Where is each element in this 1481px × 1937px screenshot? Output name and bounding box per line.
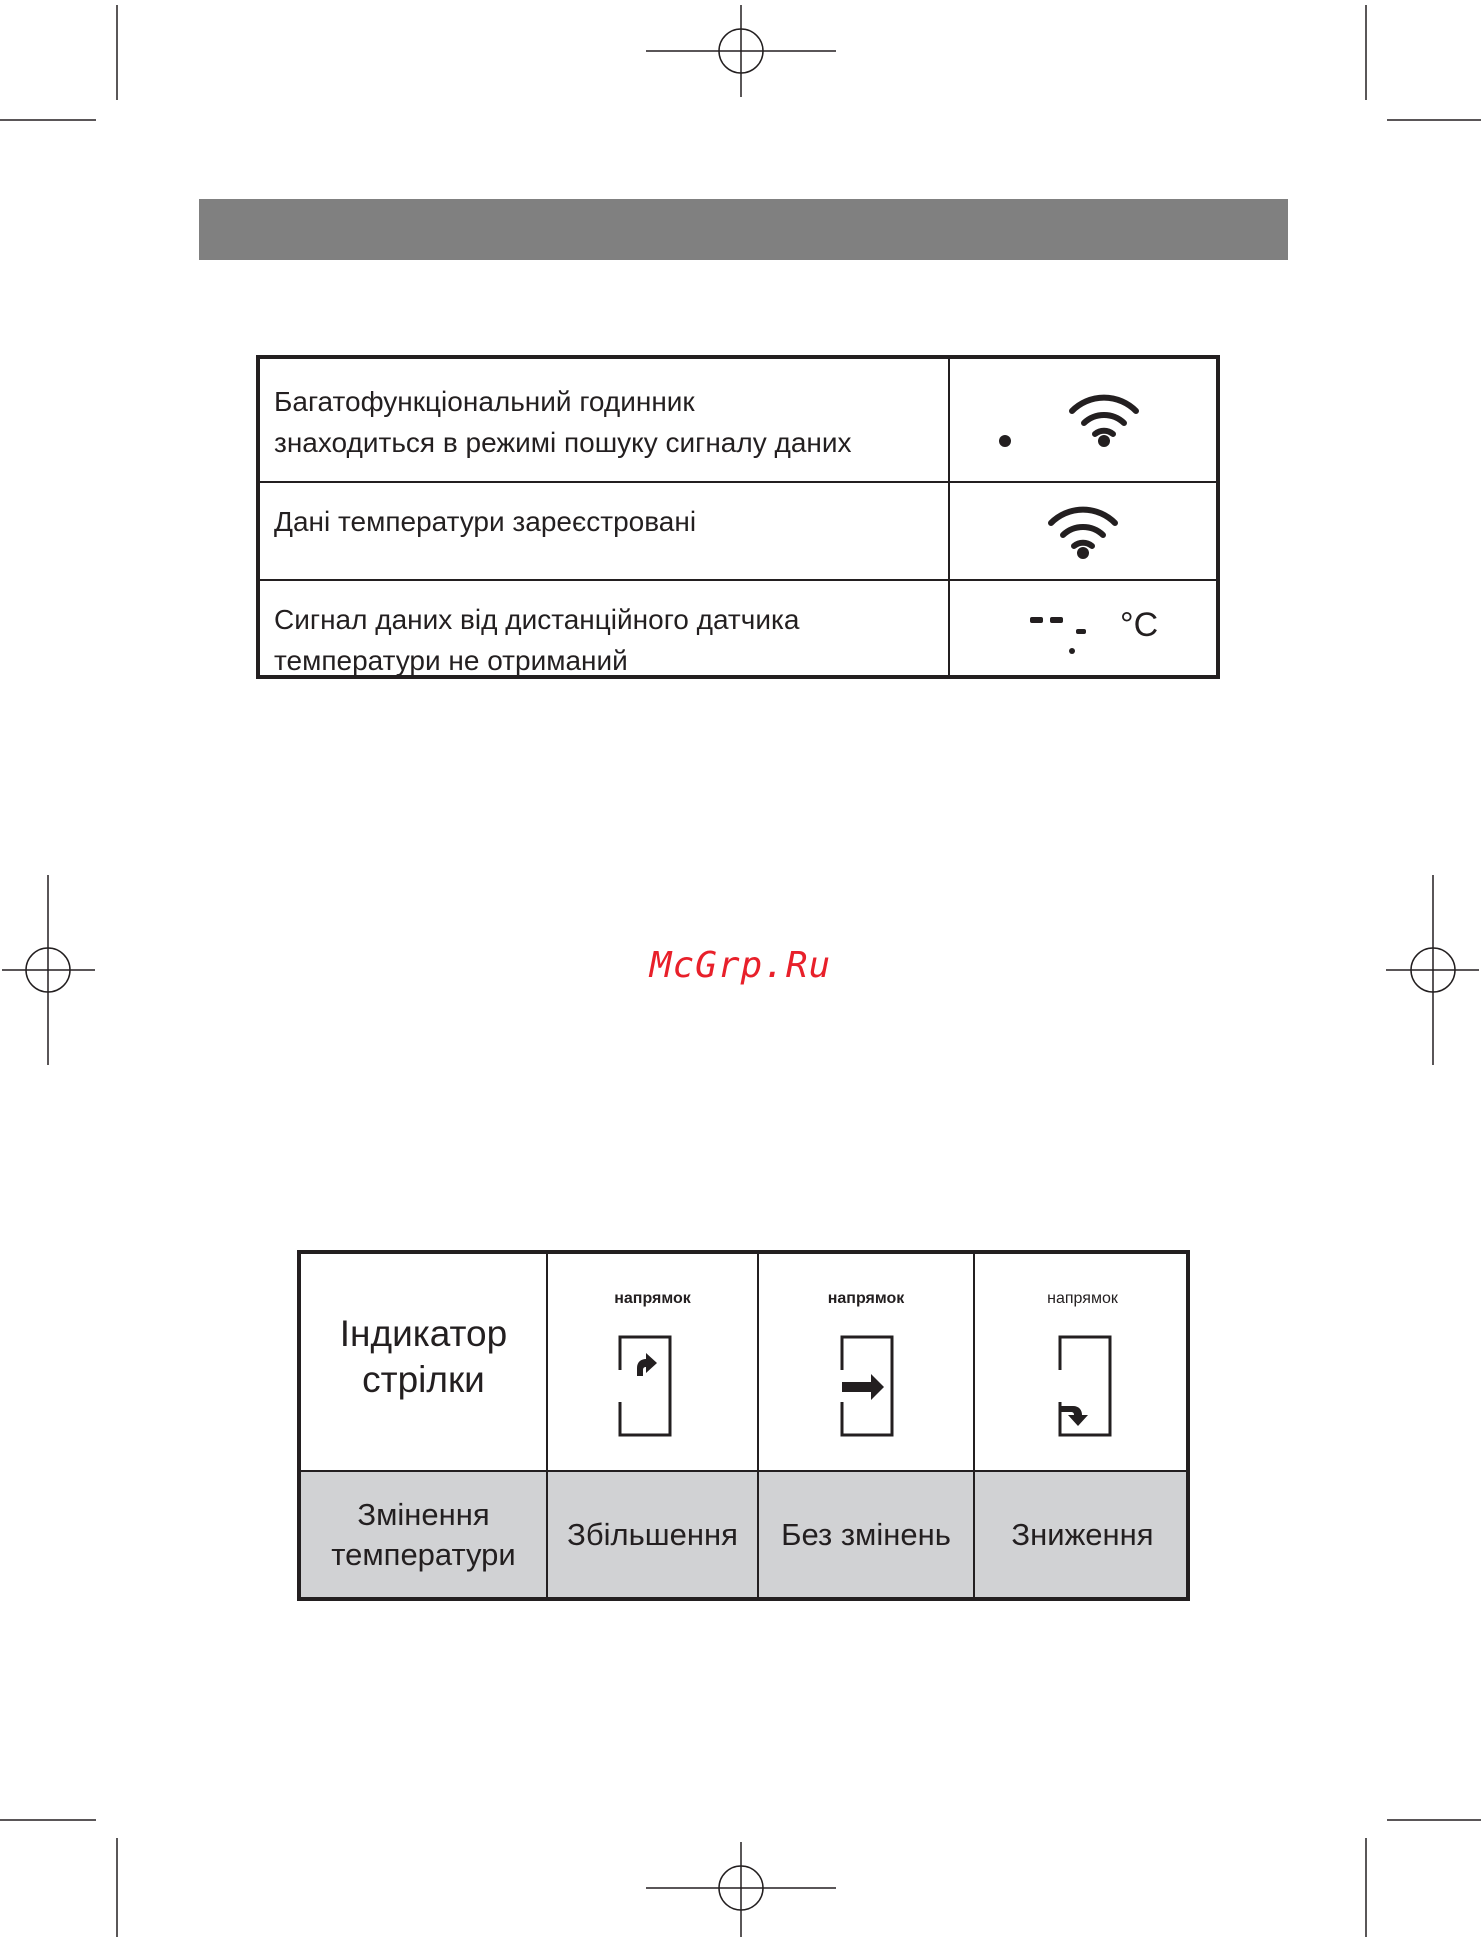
dot-and-signal-icon: [996, 389, 1196, 459]
celsius-unit: °C: [1120, 606, 1159, 644]
trend-value: Без змінень: [781, 1516, 951, 1552]
direction-label: напрямок: [827, 1290, 905, 1307]
table-row: [260, 359, 1216, 483]
status-description: Сигнал даних від дистанційного датчика температури не отриманий: [274, 604, 800, 676]
arrow-indicator-header: Індикатор стрілки: [339, 1313, 508, 1400]
trend-table: [297, 1250, 1190, 1601]
status-description: Багатофункціональний годинник знаходиться в режимі пошуку сигналу даних: [274, 386, 852, 458]
temperature-change-label: Змінення температури: [331, 1496, 516, 1572]
arrow-right-icon: [837, 1334, 897, 1440]
dashes-icon: [1030, 603, 1130, 663]
arrow-up-icon: [615, 1334, 675, 1440]
signal-icon: [1043, 499, 1123, 561]
section-header-bar: [199, 199, 1288, 260]
status-description: Дані температури зареєстровані: [274, 506, 697, 537]
trend-value: Зниження: [1011, 1516, 1154, 1552]
trend-value: Збільшення: [567, 1516, 738, 1552]
direction-label: напрямок: [1047, 1290, 1118, 1307]
direction-label: напрямок: [614, 1290, 691, 1307]
table-row: [260, 483, 1216, 581]
watermark: McGrp.Ru: [649, 945, 832, 986]
status-table: [256, 355, 1220, 679]
arrow-down-icon: [1055, 1334, 1115, 1440]
table-row: [260, 581, 1216, 675]
